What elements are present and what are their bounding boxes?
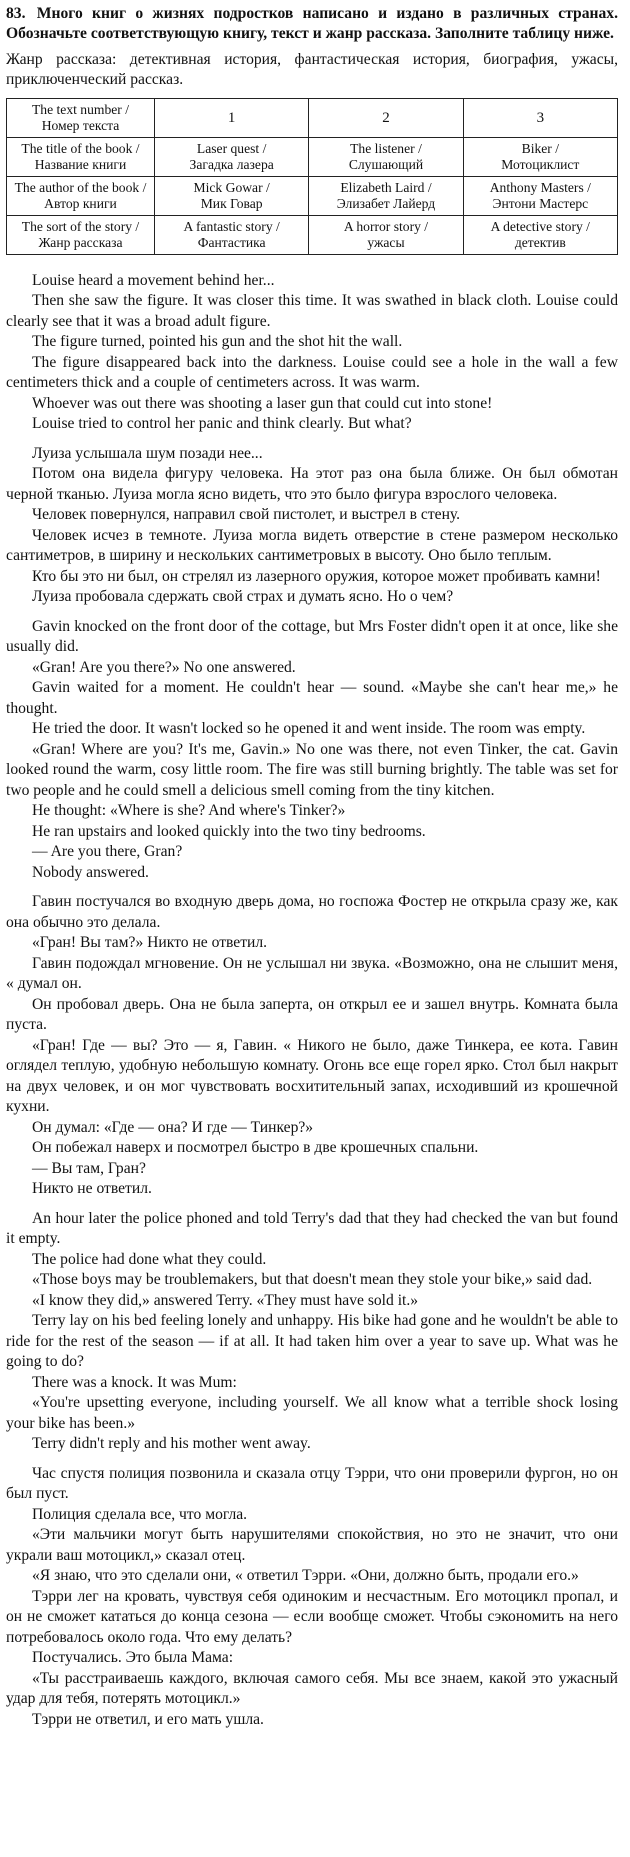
text-1-russian xyxy=(6,444,618,608)
paragraph: «You're upsetting everyone, including yourself. We all know what a terrible shock losing your bike has been.» xyxy=(6,1394,618,1432)
table-cell xyxy=(309,215,463,254)
paragraph: Он пробовал дверь. Она не была заперта, он открыл ее и зашел внутрь. Комната была пуста. xyxy=(6,995,618,1034)
text-1-english xyxy=(6,271,618,435)
paragraph: «Гран! Где — вы? Это — я, Гавин. « Никого не было, даже Тинкера, ее кота. Гавин оглядел теплую, удобную небольшую комнату. Огонь все еще горел ярко. Стол был накрыт на двух человек, и он мог чувствовать восхитительный запах, исходивший из крошечной кухни. xyxy=(6,1036,618,1116)
genre-list: Жанр рассказа: детективная история, фантастическая история, биография, ужасы, приключенческий рассказ. xyxy=(6,50,618,88)
table-cell xyxy=(155,176,309,215)
paragraph: Then she saw the figure. It was closer this time. It was swathed in black cloth. Louise could clearly see that it was a broad adult figure. xyxy=(6,292,618,330)
row-label-en: The sort of the story / xyxy=(21,218,140,234)
table-cell xyxy=(155,215,309,254)
paragraph: Louise tried to control her panic and think clearly. But what? xyxy=(32,415,412,433)
row-label-ru: Автор книги xyxy=(44,195,117,211)
paragraph: The figure disappeared back into the darkness. Louise could see a hole in the wall a few centimeters thick and a couple of centimeters across. It was warm. xyxy=(6,353,618,392)
paragraph: «Ты расстраиваешь каждого, включая самого себя. Мы все знаем, какой это ужасный удар для тебя, потерять мотоцикл.» xyxy=(6,1669,618,1708)
paragraph: He ran upstairs and looked quickly into the two tiny bedrooms. xyxy=(32,822,426,840)
row-label-ru: Номер текста xyxy=(41,117,120,133)
paragraph: Потом она видела фигуру человека. На этот раз она была ближе. Он был обмотан черной тканью. Луиза могла ясно видеть, что это было фигура взрослого человека. xyxy=(6,465,618,503)
task-heading xyxy=(6,4,618,44)
paragraph: Terry lay on his bed feeling lonely and unhappy. His bike had gone and he wouldn't be able to ride for the rest of the season — if at all. It had taken him over a year to save up. What was he going to do? xyxy=(6,1312,618,1371)
paragraph: Гавин подождал мгновение. Он не услышал ни звука. «Возможно, она не слышит меня, « думал он. xyxy=(6,954,618,993)
paragraph: «Those boys may be troublemakers, but that doesn't mean they stole your bike,» said dad. xyxy=(32,1271,593,1289)
table-cell xyxy=(309,176,463,215)
row-label-en: The author of the book / xyxy=(14,179,147,195)
paragraph: Он думал: «Где — она? И где — Тинкер?» xyxy=(32,1118,314,1136)
paragraph: Гавин постучался во входную дверь дома, но госпожа Фостер не открыла сразу же, как она обычно это делала. xyxy=(6,893,618,931)
row-label-en: The text number / xyxy=(31,101,129,117)
text-3-russian xyxy=(6,1464,618,1731)
paragraph: Полиция сделала все, что могла. xyxy=(32,1505,248,1523)
paragraph: Луиза услышала шум позади нее... xyxy=(32,444,263,462)
answer-table xyxy=(6,98,618,255)
text-3-english xyxy=(6,1209,618,1455)
paragraph: «Gran! Are you there?» No one answered. xyxy=(32,658,296,676)
cell-ru: детектив xyxy=(514,234,566,250)
paragraph: The figure turned, pointed his gun and the shot hit the wall. xyxy=(32,333,403,351)
paragraph: He tried the door. It wasn't locked so he opened it and went inside. The room was empty. xyxy=(32,720,586,738)
paragraph: — Are you there, Gran? xyxy=(32,843,183,861)
row-label-ru: Название книги xyxy=(34,156,127,172)
table-row-author xyxy=(7,176,618,215)
paragraph: Terry didn't reply and his mother went away. xyxy=(32,1435,311,1453)
cell-en: Anthony Masters / xyxy=(489,179,591,195)
paragraph: An hour later the police phoned and told Terry's dad that they had checked the van but found it empty. xyxy=(6,1209,618,1248)
column-number-2: 2 xyxy=(309,98,463,137)
column-number-1: 1 xyxy=(155,98,309,137)
row-label-en: The title of the book / xyxy=(21,140,140,156)
paragraph: Кто бы это ни был, он стрелял из лазерного оружия, которое может пробивать камни! xyxy=(32,567,601,585)
text-2-russian xyxy=(6,892,618,1200)
table-row-label xyxy=(7,215,155,254)
paragraph: He thought: «Where is she? And where's Tinker?» xyxy=(32,802,346,820)
cell-en: Elizabeth Laird / xyxy=(340,179,432,195)
cell-en: A detective story / xyxy=(490,218,590,234)
table-cell xyxy=(463,137,617,176)
table-row-label xyxy=(7,137,155,176)
text-2-english xyxy=(6,617,618,884)
paragraph: Час спустя полиция позвонила и сказала отцу Тэрри, что они проверили фургон, но он был пуст. xyxy=(6,1464,618,1503)
cell-en: Laser quest / xyxy=(196,140,267,156)
cell-ru: Слушающий xyxy=(348,156,424,172)
table-cell xyxy=(309,137,463,176)
cell-en: A horror story / xyxy=(343,218,429,234)
cell-en: A fantastic story / xyxy=(183,218,280,234)
cell-ru: Элизабет Лайерд xyxy=(336,195,436,211)
cell-ru: Мотоциклист xyxy=(501,156,580,172)
row-label-ru: Жанр рассказа xyxy=(38,234,123,250)
paragraph: Gavin waited for a moment. He couldn't hear — sound. «Maybe she can't hear me,» he thought. xyxy=(6,679,618,717)
table-cell xyxy=(463,176,617,215)
paragraph: «Гран! Вы там?» Никто не ответил. xyxy=(32,934,268,952)
table-row-title xyxy=(7,137,618,176)
paragraph: Whoever was out there was shooting a laser gun that could cut into stone! xyxy=(32,394,493,412)
paragraph: Луиза пробовала сдержать свой страх и думать ясно. Но о чем? xyxy=(32,588,454,606)
paragraph: There was a knock. It was Mum: xyxy=(32,1373,237,1391)
paragraph: «I know they did,» answered Terry. «They must have sold it.» xyxy=(32,1291,419,1309)
paragraph: Человек повернулся, направил свой пистолет, и выстрел в стену. xyxy=(32,506,461,524)
cell-en: Mick Gowar / xyxy=(193,179,270,195)
table-row-genre xyxy=(7,215,618,254)
task-text: Много книг о жизнях подростков написано и издано в различных странах. Обозначьте соответствующую книгу, текст и жанр рассказа. Заполните таблицу ниже. xyxy=(6,5,618,42)
paragraph: Тэрри не ответил, и его мать ушла. xyxy=(32,1710,264,1728)
paragraph: Постучались. Это была Мама: xyxy=(32,1649,234,1667)
cell-ru: Загадка лазера xyxy=(189,156,274,172)
paragraph: — Вы там, Гран? xyxy=(32,1159,146,1177)
paragraph: Тэрри лег на кровать, чувствуя себя одиноким и несчастным. Его мотоцикл пропал, и он не сможет кататься до конца сезона — если вообще сможет. Чтобы сэкономить на него потребовалось около года. Что ему делать? xyxy=(6,1587,618,1646)
paragraph: Louise heard a movement behind her... xyxy=(32,271,275,289)
paragraph: The police had done what they could. xyxy=(32,1250,267,1268)
paragraph: Gavin knocked on the front door of the cottage, but Mrs Foster didn't open it at once, like she usually did. xyxy=(6,617,618,656)
cell-en: The listener / xyxy=(350,140,422,156)
table-row-label xyxy=(7,176,155,215)
cell-en: Biker / xyxy=(521,140,560,156)
table-row-label xyxy=(7,98,155,137)
cell-ru: ужасы xyxy=(367,234,405,250)
paragraph: Nobody answered. xyxy=(32,863,149,881)
table-header-row xyxy=(7,98,618,137)
column-number-3: 3 xyxy=(463,98,617,137)
table-cell xyxy=(463,215,617,254)
paragraph: «Эти мальчики могут быть нарушителями спокойствия, но это не значит, что они украли ваш мотоцикл,» сказал отец. xyxy=(6,1526,618,1564)
paragraph: «Gran! Where are you? It's me, Gavin.» No one was there, not even Tinker, the cat. Gavin looked round the warm, cosy little room. The fire was still burning brightly. The table was set for two people and he could smell a delicious smell coming from the tiny kitchen. xyxy=(6,740,618,799)
table-cell xyxy=(155,137,309,176)
paragraph: Никто не ответил. xyxy=(32,1180,152,1198)
cell-ru: Энтони Мастерс xyxy=(492,195,589,211)
cell-ru: Фантастика xyxy=(197,234,266,250)
paragraph: Он побежал наверх и посмотрел быстро в две крошечных спальни. xyxy=(32,1139,479,1157)
cell-ru: Мик Говар xyxy=(200,195,263,211)
paragraph: Человек исчез в темноте. Луиза могла видеть отверстие в стене размером несколько сантиметров, в ширину и нескольких сантиметровых в высоту. Оно было теплым. xyxy=(6,526,618,565)
paragraph: «Я знаю, что это сделали они, « ответил Тэрри. «Они, должно быть, продали его.» xyxy=(32,1567,579,1585)
task-number: 83. xyxy=(6,5,26,22)
